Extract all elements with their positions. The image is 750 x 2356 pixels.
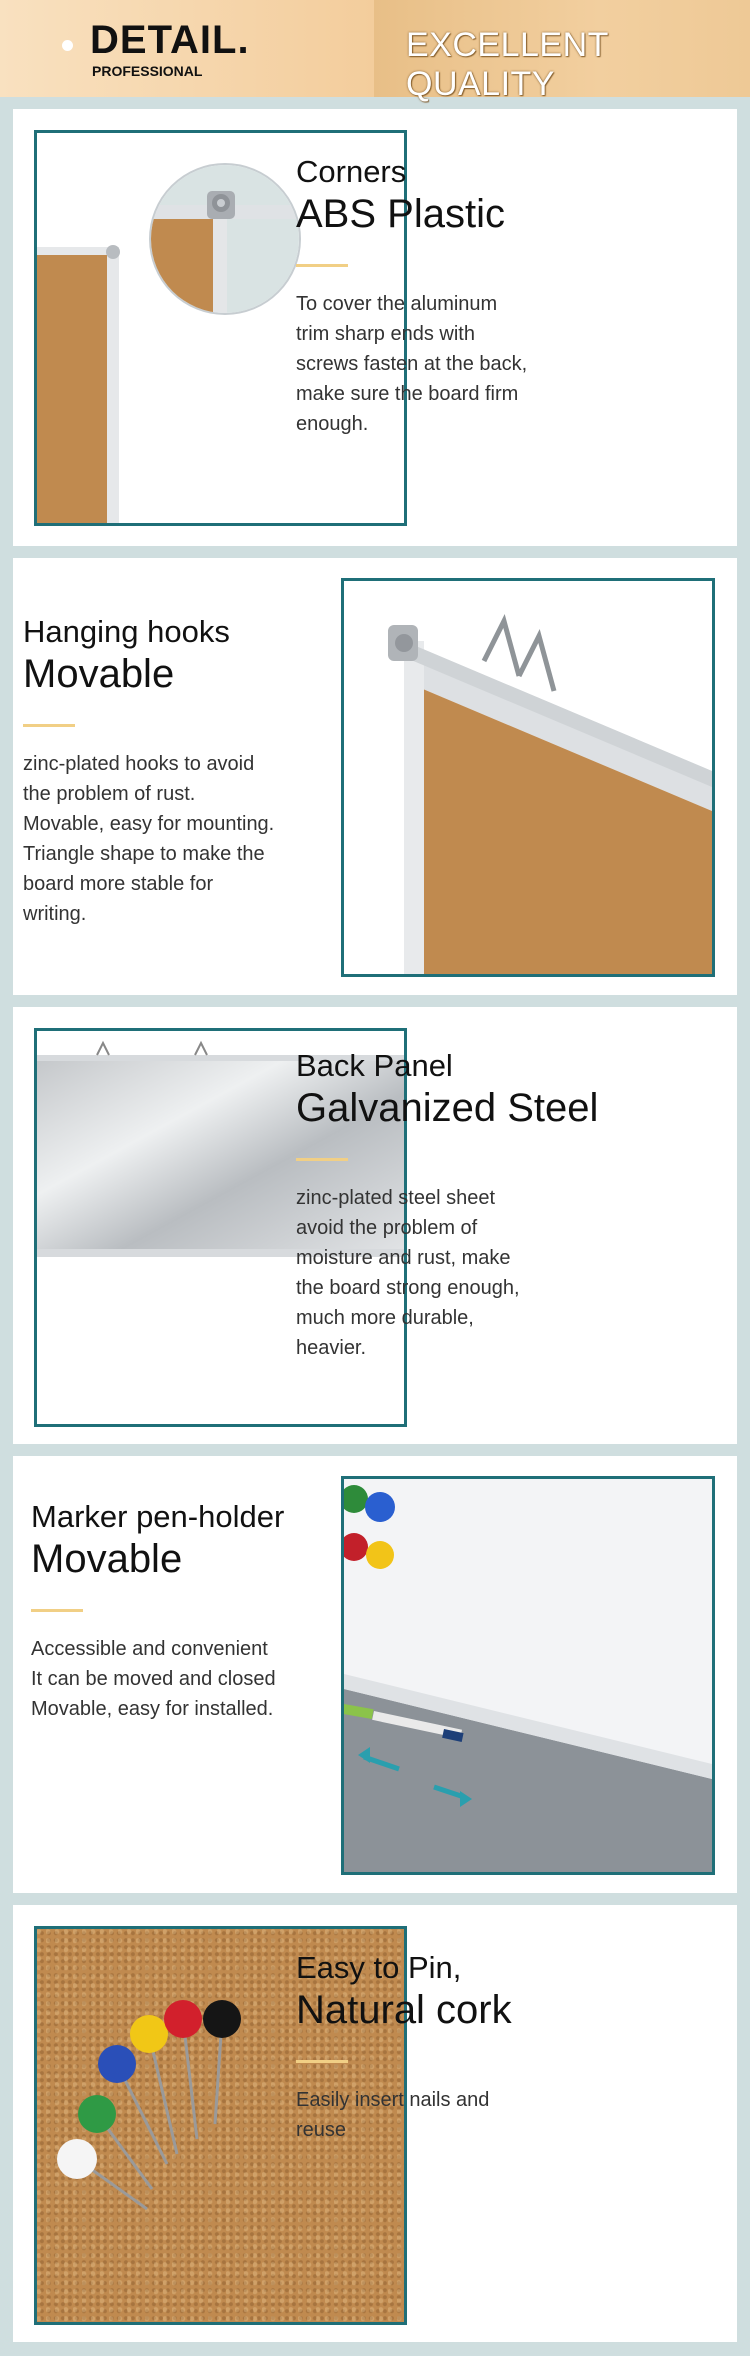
header-title: DETAIL.: [90, 18, 250, 62]
pins-description: Easily insert nails and reuse: [296, 2089, 490, 2142]
header-tagline: EXCELLENT QUALITY: [406, 26, 609, 103]
hooks-accent-bar: [23, 724, 75, 727]
corners-title: Corners: [296, 154, 407, 189]
header-banner: [0, 0, 750, 103]
corners-description: To cover the aluminum trim sharp ends with screws fasten at the back, make sure the board firm enough.: [296, 293, 528, 436]
pins-text-block: [296, 1949, 512, 2145]
pins-accent-bar: [296, 2060, 348, 2063]
bullet-dot-icon: [62, 40, 73, 51]
pen-holder-description: Accessible and convenient It can be moved and closed Movable, easy for installed.: [31, 1638, 276, 1721]
section-corners: [13, 109, 737, 546]
corners-accent-bar: [296, 264, 348, 267]
corners-subtitle: ABS Plastic: [296, 192, 505, 237]
hooks-description: zinc-plated hooks to avoid the problem of rust. Movable, easy for mounting. Triangle shape to make the board more stable for writing.: [23, 753, 275, 926]
back-panel-title: Back Panel: [296, 1048, 453, 1083]
corners-text-block: [296, 153, 527, 439]
pen-holder-text-block: [31, 1498, 284, 1724]
section-easy-to-pin: [13, 1905, 737, 2342]
pins-title: Easy to Pin,: [296, 1950, 462, 1985]
pen-holder-accent-bar: [31, 1609, 83, 1612]
section-pen-holder: [13, 1456, 737, 1893]
header-right: [374, 0, 750, 103]
hooks-image: [341, 578, 715, 977]
pen-holder-subtitle: Movable: [31, 1537, 183, 1582]
section-back-panel: [13, 1007, 737, 1444]
back-panel-accent-bar: [296, 1158, 348, 1161]
hooks-text-block: [23, 613, 274, 929]
pen-holder-illustration: [344, 1479, 712, 1872]
back-panel-text-block: [296, 1047, 598, 1363]
header-left: [0, 0, 374, 97]
pen-holder-title: Marker pen-holder: [31, 1499, 285, 1534]
pins-subtitle: Natural cork: [296, 1988, 512, 2033]
hooks-title: Hanging hooks: [23, 614, 230, 649]
hooks-board-illustration: [344, 581, 712, 974]
header-subtitle: PROFESSIONAL: [92, 63, 203, 79]
back-panel-description: zinc-plated steel sheet avoid the problem of moisture and rust, make the board strong enough, much more durable, heavier.: [296, 1187, 520, 1360]
hooks-subtitle: Movable: [23, 652, 175, 697]
back-panel-subtitle: Galvanized Steel: [296, 1086, 599, 1131]
section-hanging-hooks: [13, 558, 737, 995]
pen-holder-image: [341, 1476, 715, 1875]
